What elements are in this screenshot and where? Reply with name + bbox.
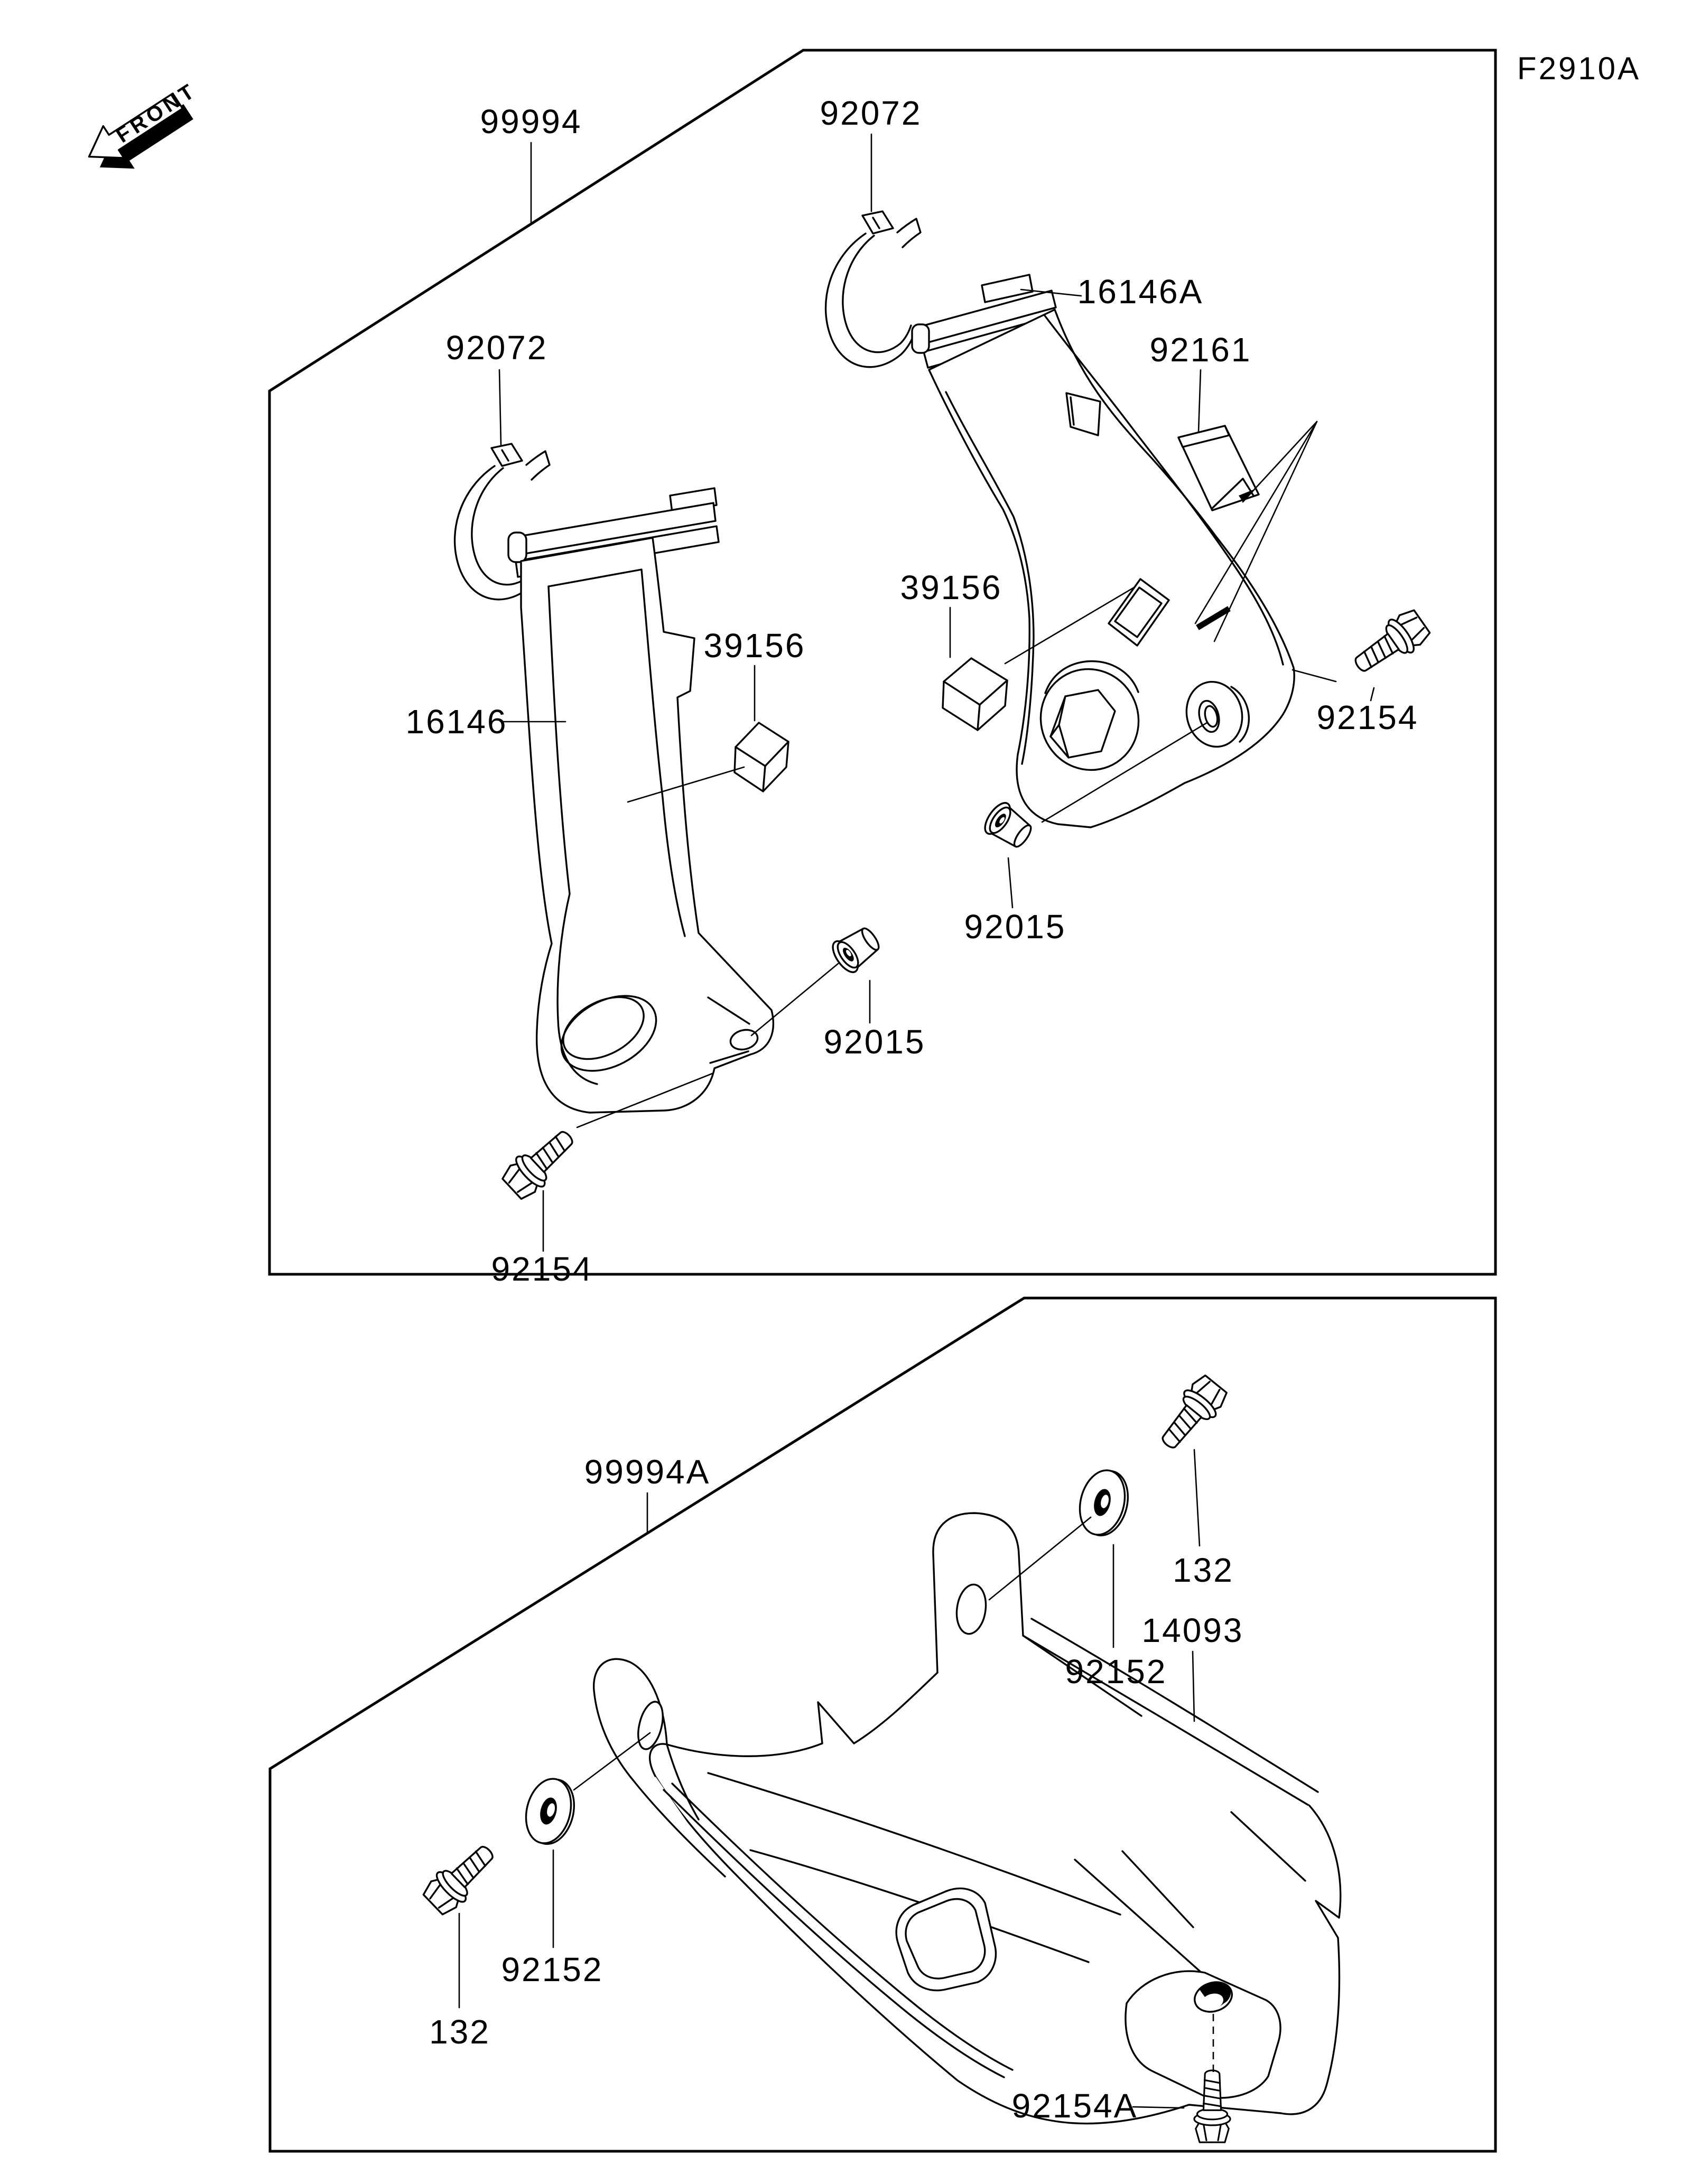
cover-assembly-box bbox=[270, 1298, 1495, 2151]
front-direction-arrow bbox=[79, 73, 214, 186]
part-label-92015-right: 92015 bbox=[964, 908, 1066, 946]
part-16146-frame-cover-left bbox=[508, 488, 773, 1113]
part-39156-damper-right bbox=[943, 658, 1007, 730]
part-14093-cover bbox=[594, 1513, 1341, 2123]
part-label-14093: 14093 bbox=[1141, 1611, 1244, 1649]
part-92015-collar-left bbox=[828, 922, 885, 976]
part-92152-washer-right bbox=[1073, 1466, 1134, 1541]
assembly-frame-top bbox=[270, 50, 1495, 1274]
part-92154-screw-left bbox=[498, 1121, 582, 1203]
leader-132-right bbox=[1194, 1450, 1200, 1546]
part-132-bolt-right bbox=[1151, 1372, 1231, 1458]
pointer-92154-right bbox=[1293, 670, 1336, 682]
leader-92072-left bbox=[499, 370, 501, 445]
part-label-92161: 92161 bbox=[1149, 331, 1252, 369]
part-92154-screw-right bbox=[1346, 605, 1433, 683]
part-label-92015-left: 92015 bbox=[823, 1023, 926, 1061]
part-label-92152-right: 92152 bbox=[1065, 1653, 1167, 1691]
leader-14093 bbox=[1193, 1651, 1194, 1721]
part-label-132-left: 132 bbox=[429, 2013, 490, 2051]
part-label-99994a: 99994A bbox=[584, 1453, 711, 1491]
part-label-92072-left: 92072 bbox=[445, 329, 548, 367]
cable-tie-top bbox=[826, 211, 921, 367]
front-arrow-label: FRONT bbox=[112, 78, 201, 148]
part-label-16146a: 16146A bbox=[1077, 273, 1204, 311]
part-92152-washer-left bbox=[519, 1774, 580, 1849]
part-label-39156-left: 39156 bbox=[703, 627, 806, 665]
leader-92015-right bbox=[1008, 858, 1012, 908]
part-label-99994: 99994 bbox=[480, 102, 582, 141]
part-132-bolt-left bbox=[420, 1836, 503, 1919]
part-label-39156-right: 39156 bbox=[900, 568, 1002, 606]
part-label-92152-left: 92152 bbox=[501, 1950, 603, 1989]
part-label-92154-left: 92154 bbox=[491, 1250, 593, 1288]
part-label-92072-top: 92072 bbox=[820, 94, 922, 132]
part-label-92154-right: 92154 bbox=[1316, 698, 1419, 736]
part-label-132-right: 132 bbox=[1173, 1551, 1234, 1589]
frame-cover-assembly-box bbox=[270, 50, 1495, 1288]
figure-code: F2910A bbox=[1517, 51, 1641, 86]
part-label-16146: 16146 bbox=[405, 703, 508, 741]
leader-92161 bbox=[1198, 370, 1201, 432]
part-39156-damper-left bbox=[735, 723, 788, 791]
part-label-92154a: 92154A bbox=[1011, 2087, 1138, 2125]
